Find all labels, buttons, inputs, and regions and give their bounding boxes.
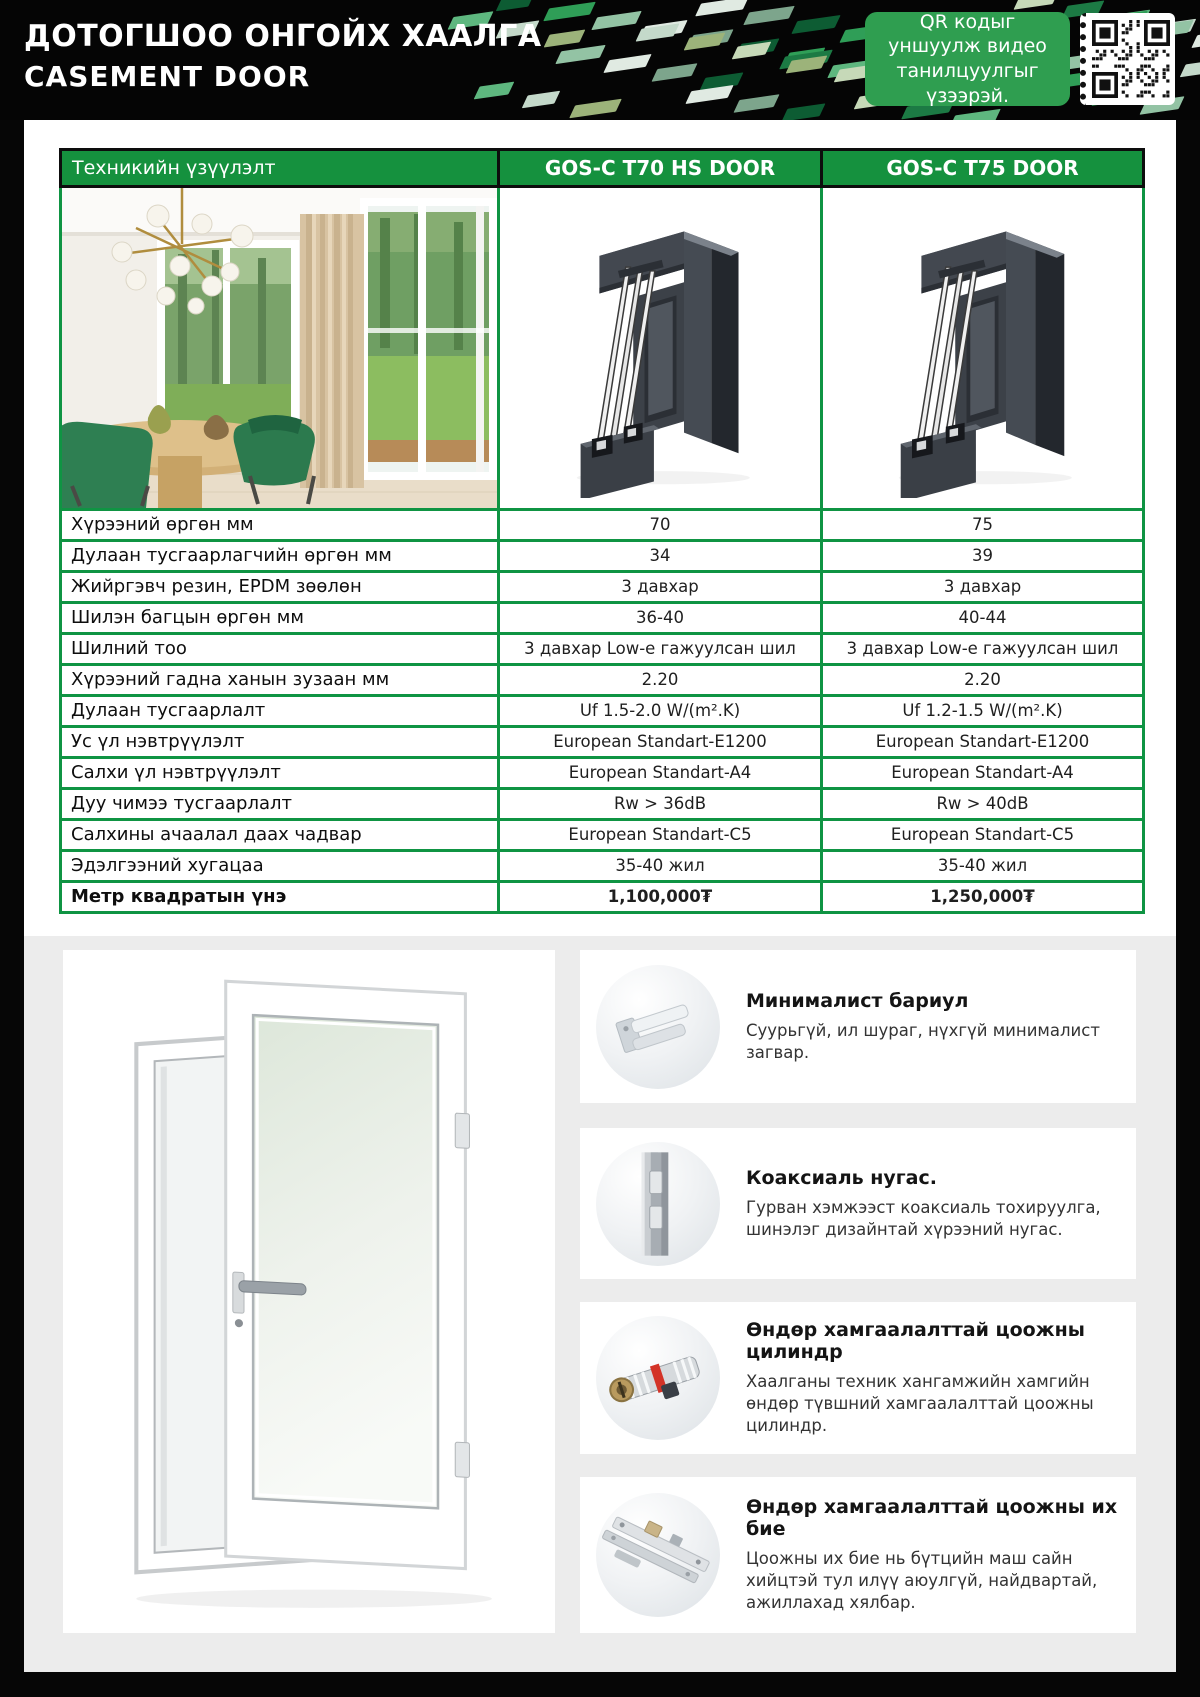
profile-cutaway-t70	[543, 198, 778, 498]
spec-value-t75: 3 давхар Low-e гажуулсан шил	[823, 635, 1142, 663]
spec-label: Хүрээний гадна ханын зузаан мм	[62, 666, 497, 694]
feature-title: Коаксиаль нугас.	[746, 1166, 937, 1189]
spec-label: Хүрээний өргөн мм	[62, 511, 497, 539]
spec-value-t75: 35-40 жил	[823, 852, 1142, 880]
feature-image	[596, 1142, 720, 1266]
spec-label: Жийргэвч резин, EPDM зөөлөн	[62, 573, 497, 601]
feature-title: Өндөр хамгаалалттай цоожны цилиндр	[746, 1319, 1085, 1364]
feature-card	[580, 1302, 1136, 1454]
spec-value-t70: Uf 1.5-2.0 W/(m².K)	[500, 697, 820, 725]
spec-label: Шилэн багцын өргөн мм	[62, 604, 497, 632]
table-header-t70: GOS-C T70 HS DOOR	[500, 151, 820, 185]
table-header-features: Техникийн үзүүлэлт	[62, 151, 497, 185]
feature-description: Хаалганы техник хангамжийн хамгийн өндөр түвшний хамгаалалттай цоожны цилиндр.	[746, 1372, 1094, 1435]
feature-image	[596, 1316, 720, 1440]
feature-description: Суурьгүй, ил шураг, нүхгүй минималист загвар.	[746, 1020, 1100, 1062]
photo-glass-wall	[360, 198, 497, 480]
feature-title: Өндөр хамгаалалттай цоожны их бие	[746, 1496, 1118, 1541]
spec-value-t75: European Standart-E1200	[823, 728, 1142, 756]
spec-label: Ус үл нэвтрүүлэлт	[62, 728, 497, 756]
spec-label: Салхины ачаалал даах чадвар	[62, 821, 497, 849]
interior-photo	[62, 188, 497, 508]
door-image-card	[63, 950, 555, 1633]
qr-code-image	[1092, 20, 1170, 98]
feature-card	[580, 1477, 1136, 1633]
spec-label: Салхи үл нэвтрүүлэлт	[62, 759, 497, 787]
spec-value-t70: 70	[500, 511, 820, 539]
spec-label: Дулаан тусгаарлалт	[62, 697, 497, 725]
qr-note-text: QR кодыг уншуулж видео танилцуулгыг үзээрэй.	[888, 10, 1047, 107]
feature-card	[580, 950, 1136, 1103]
spec-value-t70: 3 давхар Low-e гажуулсан шил	[500, 635, 820, 663]
content-sheet	[24, 120, 1176, 1672]
spec-value-t70: 3 давхар	[500, 573, 820, 601]
spec-value-t70: 34	[500, 542, 820, 570]
spec-value-t70: 36-40	[500, 604, 820, 632]
feature-image	[596, 1493, 720, 1617]
spec-value-t75: 1,250,000₮	[823, 883, 1142, 911]
table-header-t75: GOS-C T75 DOOR	[823, 151, 1142, 185]
qr-note-box	[865, 12, 1070, 106]
spec-value-t75: 40-44	[823, 604, 1142, 632]
door-profile-image-t75	[823, 188, 1142, 508]
spec-table-body	[59, 188, 1145, 914]
spec-value-t75: Rw > 40dB	[823, 790, 1142, 818]
spec-value-t75: European Standart-A4	[823, 759, 1142, 787]
spec-value-t75: 3 давхар	[823, 573, 1142, 601]
header-band	[0, 0, 1200, 120]
spec-value-t70: 1,100,000₮	[500, 883, 820, 911]
spec-table	[59, 148, 1145, 914]
feature-description: Цоожны их бие нь бүтцийн маш сайн хийцтэй тул илүү аюулгүй, найдвартай, ажиллахад хялбар.	[746, 1549, 1098, 1612]
qr-code	[1080, 13, 1175, 105]
spec-label: Дулаан тусгаарлагчийн өргөн мм	[62, 542, 497, 570]
page-title-line-2: CASEMENT DOOR	[24, 59, 311, 93]
page-title	[24, 20, 542, 93]
profile-cutaway-t75	[865, 198, 1100, 498]
door-profile-image-t70	[500, 188, 820, 508]
spec-value-t75: 2.20	[823, 666, 1142, 694]
spec-label: Метр квадратын үнэ	[62, 883, 497, 911]
door-handle-icon	[596, 965, 720, 1089]
page-title-line-1: ДОТОГШОО ОНГОЙХ ХААЛГА	[24, 19, 542, 54]
hinge-icon	[596, 1142, 720, 1266]
casement-door-image	[104, 967, 514, 1617]
spec-value-t75: 75	[823, 511, 1142, 539]
spec-value-t70: European Standart-E1200	[500, 728, 820, 756]
spec-value-t70: 2.20	[500, 666, 820, 694]
lock-cylinder-icon	[596, 1316, 720, 1440]
spec-value-t70: Rw > 36dB	[500, 790, 820, 818]
spec-value-t70: European Standart-A4	[500, 759, 820, 787]
spec-label: Шилний тоо	[62, 635, 497, 663]
lock-body-icon	[596, 1493, 720, 1617]
spec-label: Эдэлгээний хугацаа	[62, 852, 497, 880]
spec-value-t75: Uf 1.2-1.5 W/(m².K)	[823, 697, 1142, 725]
interior-photo-image	[62, 188, 497, 508]
feature-card	[580, 1128, 1136, 1279]
spec-value-t75: European Standart-C5	[823, 821, 1142, 849]
spec-value-t70: 35-40 жил	[500, 852, 820, 880]
spec-label: Дуу чимээ тусгаарлалт	[62, 790, 497, 818]
feature-title: Минималист бариул	[746, 989, 969, 1012]
spec-table-header	[59, 148, 1145, 188]
feature-description: Гурван хэмжээст коаксиаль тохируулга, шинэлэг дизайнтай хүрээний нугас.	[746, 1197, 1101, 1239]
spec-value-t70: European Standart-C5	[500, 821, 820, 849]
spec-value-t75: 39	[823, 542, 1142, 570]
feature-image	[596, 965, 720, 1089]
